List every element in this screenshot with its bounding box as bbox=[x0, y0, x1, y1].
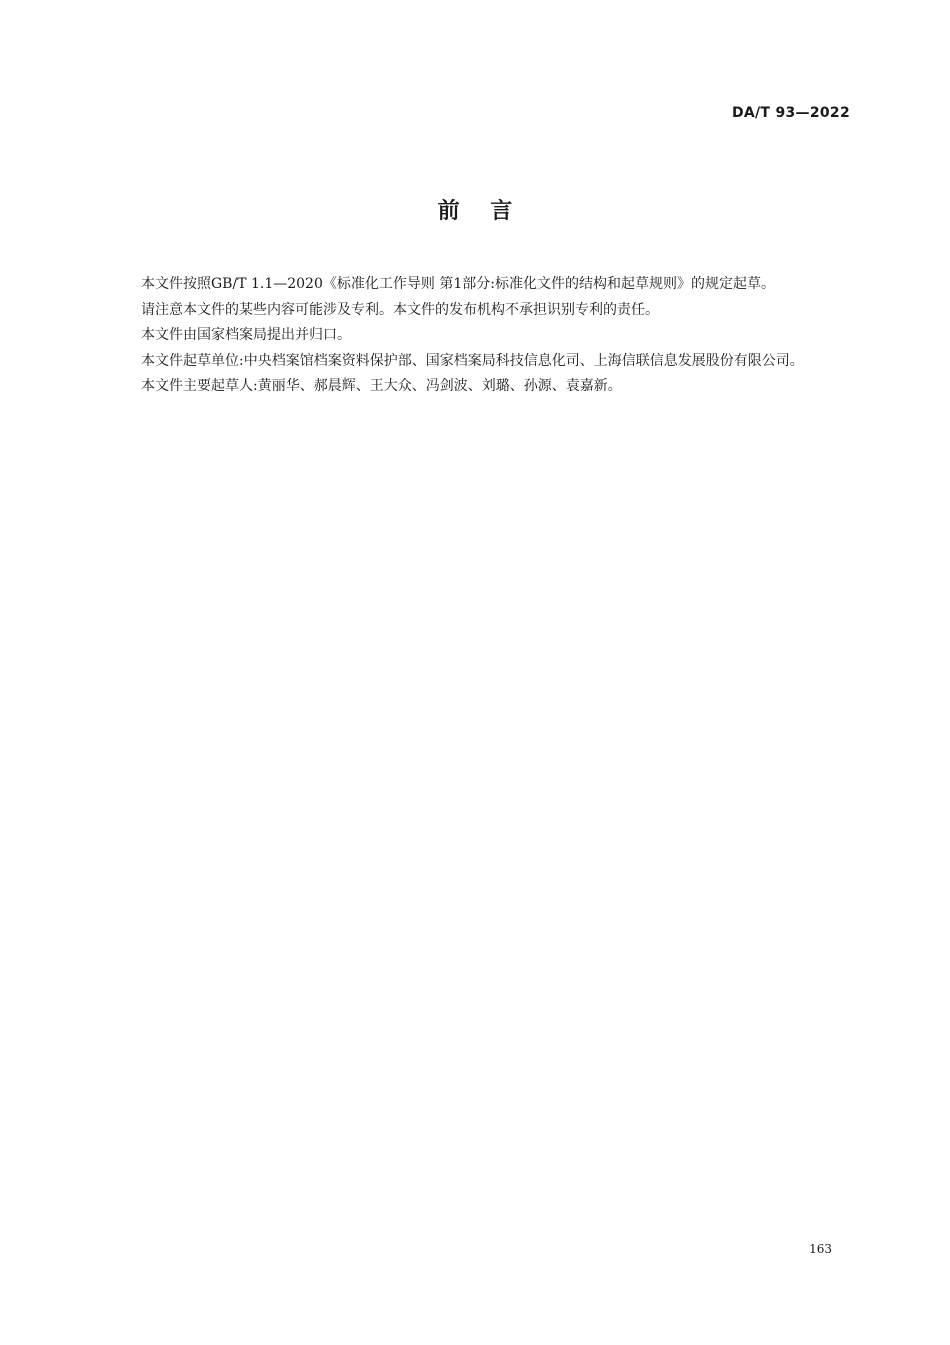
paragraph-proposer: 本文件由国家档案局提出并归口。 bbox=[141, 327, 351, 343]
paragraph-drafting-rules: 本文件按照GB/T 1.1—2020《标准化工作导则 第1部分:标准化文件的结构和起草规则》的规定起草。 bbox=[141, 276, 775, 292]
paragraph-drafters: 本文件主要起草人:黄丽华、郝晨辉、王大众、冯剑波、刘璐、孙源、袁嘉新。 bbox=[141, 378, 622, 394]
page-title: 前 言 bbox=[437, 199, 513, 224]
document-code: DA/T 93—2022 bbox=[731, 105, 850, 121]
page-number: 163 bbox=[809, 1242, 832, 1256]
paragraph-drafting-units: 本文件起草单位:中央档案馆档案资料保护部、国家档案局科技信息化司、上海信联信息发展股份有限公司。 bbox=[141, 352, 804, 369]
paragraph-patent-notice: 请注意本文件的某些内容可能涉及专利。本文件的发布机构不承担识别专利的责任。 bbox=[141, 301, 659, 318]
foreword-body bbox=[113, 272, 850, 400]
